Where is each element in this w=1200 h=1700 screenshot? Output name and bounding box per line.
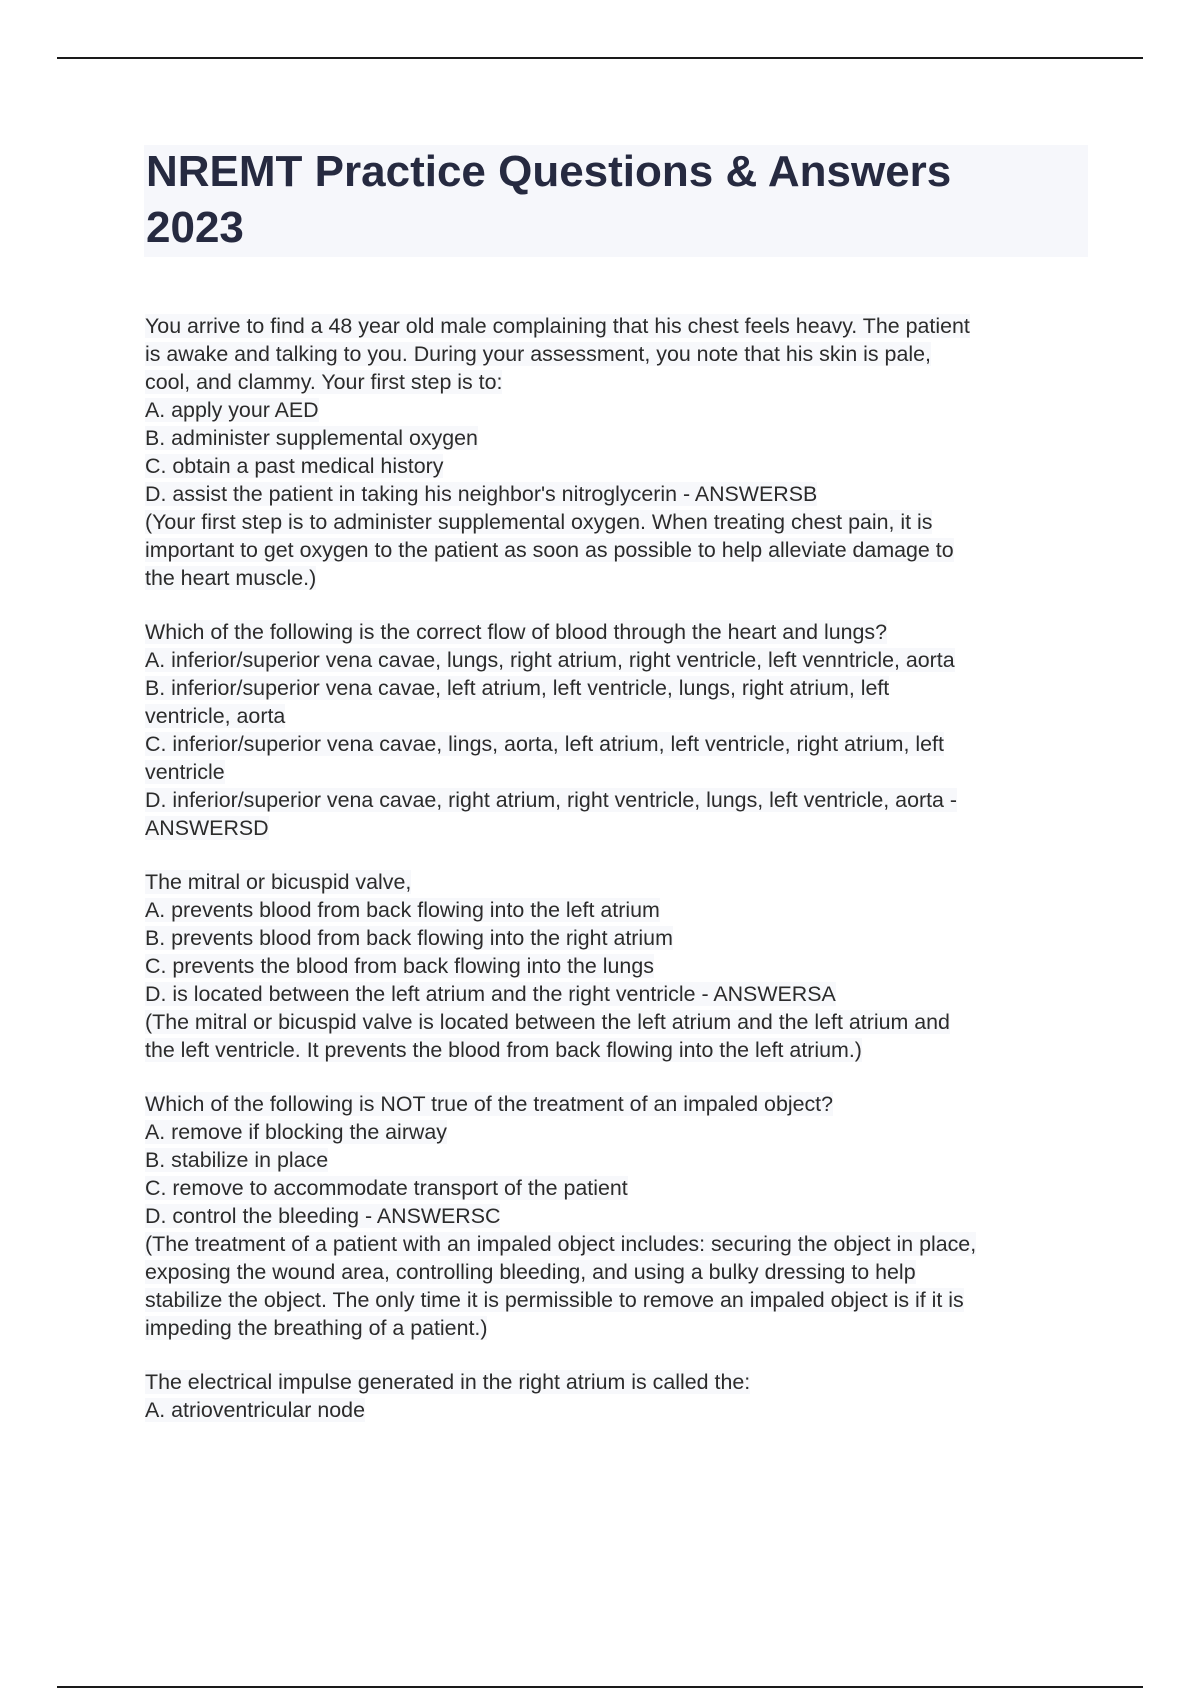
question-text: The electrical impulse generated in the right atrium is called the:	[145, 1370, 751, 1394]
question-text-line	[145, 1118, 1090, 1146]
questions-content	[145, 312, 1090, 1450]
question-text-line	[145, 1202, 1090, 1230]
question-text: C. inferior/superior vena cavae, lings, aorta, left atrium, left ventricle, right atrium, left	[145, 732, 944, 756]
question-text: A. atrioventricular node	[145, 1398, 365, 1422]
question-text-line	[145, 868, 1090, 896]
question-text-line	[145, 368, 1090, 396]
question-text: cool, and clammy. Your first step is to:	[145, 370, 503, 394]
question-text-line	[145, 1258, 1090, 1286]
question-block	[145, 618, 1090, 842]
bottom-rule	[57, 1686, 1143, 1688]
question-text: D. is located between the left atrium and the right ventricle - ANSWERSA	[145, 982, 836, 1006]
question-text-line	[145, 452, 1090, 480]
question-text: (Your first step is to administer supplemental oxygen. When treating chest pain, it is	[145, 510, 933, 534]
question-text-line	[145, 896, 1090, 924]
question-text-line	[145, 1396, 1090, 1424]
question-text-line	[145, 702, 1090, 730]
question-text-line	[145, 618, 1090, 646]
top-rule	[57, 57, 1143, 59]
question-text-line	[145, 758, 1090, 786]
question-text-line	[145, 1174, 1090, 1202]
question-text: D. control the bleeding - ANSWERSC	[145, 1204, 501, 1228]
question-text-line	[145, 1314, 1090, 1342]
question-text: exposing the wound area, controlling bleeding, and using a bulky dressing to help	[145, 1260, 916, 1284]
question-text-line	[145, 1146, 1090, 1174]
question-text: B. prevents blood from back flowing into the right atrium	[145, 926, 673, 950]
question-block	[145, 1368, 1090, 1424]
question-text: A. apply your AED	[145, 398, 319, 422]
question-text-line	[145, 674, 1090, 702]
question-text: stabilize the object. The only time it is permissible to remove an impaled object is if it is	[145, 1288, 964, 1312]
question-text: C. remove to accommodate transport of the patient	[145, 1176, 628, 1200]
question-text: B. stabilize in place	[145, 1148, 329, 1172]
question-block	[145, 868, 1090, 1064]
document-title	[146, 144, 1076, 256]
question-text: ventricle	[145, 760, 225, 784]
question-text-line	[145, 564, 1090, 592]
question-text: C. obtain a past medical history	[145, 454, 444, 478]
question-text-line	[145, 1230, 1090, 1258]
question-text: is awake and talking to you. During your assessment, you note that his skin is pale,	[145, 342, 931, 366]
question-text-line	[145, 924, 1090, 952]
document-title-line-1: NREMT Practice Questions & Answers	[146, 147, 952, 196]
question-text: Which of the following is the correct flow of blood through the heart and lungs?	[145, 620, 887, 644]
question-text: You arrive to find a 48 year old male complaining that his chest feels heavy. The patient	[145, 314, 970, 338]
question-text: C. prevents the blood from back flowing into the lungs	[145, 954, 654, 978]
question-text: the heart muscle.)	[145, 566, 317, 590]
question-text-line	[145, 1286, 1090, 1314]
question-text-line	[145, 1368, 1090, 1396]
question-text: ANSWERSD	[145, 816, 269, 840]
question-text-line	[145, 1036, 1090, 1064]
question-text: B. inferior/superior vena cavae, left atrium, left ventricle, lungs, right atrium, left	[145, 676, 890, 700]
question-block	[145, 312, 1090, 592]
question-text: ventricle, aorta	[145, 704, 286, 728]
question-text-line	[145, 1090, 1090, 1118]
question-text-line	[145, 730, 1090, 758]
question-text-line	[145, 1008, 1090, 1036]
question-text: Which of the following is NOT true of the treatment of an impaled object?	[145, 1092, 834, 1116]
question-block	[145, 1090, 1090, 1342]
question-text: B. administer supplemental oxygen	[145, 426, 478, 450]
question-text: impeding the breathing of a patient.)	[145, 1316, 488, 1340]
question-text: D. inferior/superior vena cavae, right atrium, right ventricle, lungs, left ventricle, aorta -	[145, 788, 957, 812]
question-text-line	[145, 952, 1090, 980]
question-text: the left ventricle. It prevents the blood from back flowing into the left atrium.)	[145, 1038, 862, 1062]
question-text-line	[145, 396, 1090, 424]
question-text-line	[145, 424, 1090, 452]
question-text: A. remove if blocking the airway	[145, 1120, 447, 1144]
question-text: The mitral or bicuspid valve,	[145, 870, 412, 894]
question-text: (The mitral or bicuspid valve is located between the left atrium and the left atrium and	[145, 1010, 950, 1034]
question-text-line	[145, 814, 1090, 842]
question-text-line	[145, 646, 1090, 674]
question-text: (The treatment of a patient with an impaled object includes: securing the object in place,	[145, 1232, 977, 1256]
question-text: A. inferior/superior vena cavae, lungs, right atrium, right ventricle, left venntricle, aorta	[145, 648, 955, 672]
question-text: A. prevents blood from back flowing into the left atrium	[145, 898, 660, 922]
question-text-line	[145, 980, 1090, 1008]
question-text: D. assist the patient in taking his neighbor's nitroglycerin - ANSWERSB	[145, 482, 818, 506]
question-text-line	[145, 312, 1090, 340]
question-text-line	[145, 340, 1090, 368]
question-text-line	[145, 480, 1090, 508]
question-text-line	[145, 536, 1090, 564]
question-text-line	[145, 508, 1090, 536]
question-text-line	[145, 786, 1090, 814]
document-title-line-2: 2023	[146, 203, 244, 252]
question-text: important to get oxygen to the patient as soon as possible to help alleviate damage to	[145, 538, 954, 562]
